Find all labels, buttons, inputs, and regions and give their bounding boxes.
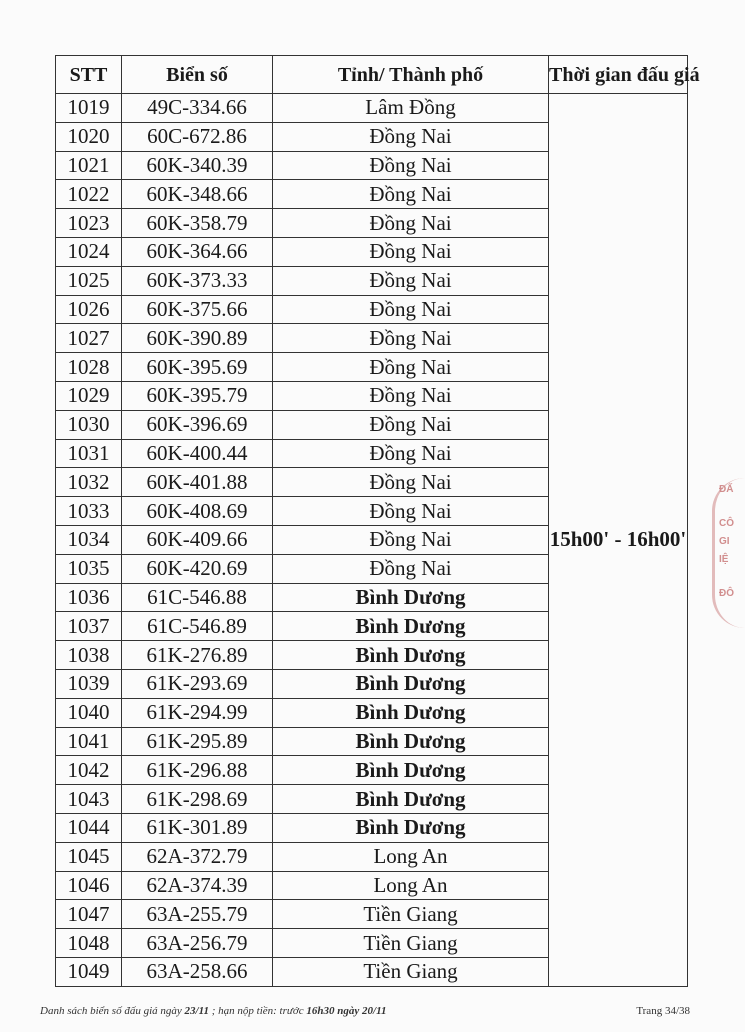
cell-province: Long An	[273, 842, 549, 871]
stamp-fragment: CÔ	[719, 518, 734, 529]
cell-stt: 1040	[56, 698, 122, 727]
page-footer	[40, 1005, 690, 1017]
cell-stt: 1023	[56, 209, 122, 238]
cell-plate: 60K-396.69	[122, 410, 273, 439]
cell-stt: 1025	[56, 266, 122, 295]
cell-province: Bình Dương	[273, 785, 549, 814]
cell-stt: 1022	[56, 180, 122, 209]
footer-date: 23/11	[184, 1005, 209, 1017]
cell-province: Long An	[273, 871, 549, 900]
footer-middle: ; hạn nộp tiền: trước	[208, 1005, 307, 1017]
cell-province: Bình Dương	[273, 756, 549, 785]
cell-auction-time: 15h00' - 16h00'	[549, 94, 688, 987]
cell-stt: 1039	[56, 669, 122, 698]
stamp-fragment: IỆ	[719, 554, 729, 565]
cell-stt: 1033	[56, 497, 122, 526]
cell-province: Lâm Đồng	[273, 94, 549, 123]
stamp-fragment: ĐÔ	[719, 588, 734, 599]
cell-plate: 61K-295.89	[122, 727, 273, 756]
cell-province: Bình Dương	[273, 641, 549, 670]
cell-province: Đồng Nai	[273, 151, 549, 180]
cell-stt: 1043	[56, 785, 122, 814]
cell-plate: 62A-374.39	[122, 871, 273, 900]
cell-plate: 60K-395.69	[122, 353, 273, 382]
cell-province: Đồng Nai	[273, 439, 549, 468]
plate-auction-table	[55, 55, 700, 987]
cell-stt: 1032	[56, 468, 122, 497]
cell-stt: 1047	[56, 900, 122, 929]
cell-plate: 63A-255.79	[122, 900, 273, 929]
cell-plate: 49C-334.66	[122, 94, 273, 123]
cell-stt: 1030	[56, 410, 122, 439]
cell-province: Đồng Nai	[273, 468, 549, 497]
cell-province: Tiền Giang	[273, 957, 549, 986]
cell-plate: 61K-276.89	[122, 641, 273, 670]
cell-province: Bình Dương	[273, 669, 549, 698]
cell-province: Tiền Giang	[273, 929, 549, 958]
cell-plate: 61K-298.69	[122, 785, 273, 814]
cell-province: Bình Dương	[273, 612, 549, 641]
cell-stt: 1034	[56, 525, 122, 554]
cell-stt: 1044	[56, 813, 122, 842]
stamp-fragment: GI	[719, 536, 730, 547]
cell-stt: 1029	[56, 381, 122, 410]
cell-stt: 1038	[56, 641, 122, 670]
cell-stt: 1041	[56, 727, 122, 756]
cell-province: Bình Dương	[273, 813, 549, 842]
cell-stt: 1046	[56, 871, 122, 900]
cell-plate: 60K-401.88	[122, 468, 273, 497]
cell-plate: 60K-395.79	[122, 381, 273, 410]
cell-province: Đồng Nai	[273, 324, 549, 353]
cell-plate: 60K-420.69	[122, 554, 273, 583]
cell-province: Đồng Nai	[273, 381, 549, 410]
cell-stt: 1027	[56, 324, 122, 353]
cell-stt: 1042	[56, 756, 122, 785]
cell-stt: 1037	[56, 612, 122, 641]
cell-plate: 60K-375.66	[122, 295, 273, 324]
cell-plate: 61C-546.89	[122, 612, 273, 641]
footer-deadline: 16h30 ngày 20/11	[306, 1005, 387, 1017]
cell-plate: 60K-358.79	[122, 209, 273, 238]
cell-stt: 1031	[56, 439, 122, 468]
cell-province: Đồng Nai	[273, 410, 549, 439]
cell-province: Bình Dương	[273, 727, 549, 756]
cell-stt: 1049	[56, 957, 122, 986]
cell-stt: 1024	[56, 237, 122, 266]
cell-plate: 60K-373.33	[122, 266, 273, 295]
cell-plate: 60K-348.66	[122, 180, 273, 209]
table-header-row	[56, 56, 688, 94]
cell-plate: 61K-296.88	[122, 756, 273, 785]
cell-province: Tiền Giang	[273, 900, 549, 929]
cell-stt: 1026	[56, 295, 122, 324]
cell-plate: 61K-293.69	[122, 669, 273, 698]
header-plate: Biển số	[122, 56, 273, 94]
table-body	[56, 94, 688, 987]
cell-plate: 60K-390.89	[122, 324, 273, 353]
cell-province: Đồng Nai	[273, 525, 549, 554]
cell-stt: 1028	[56, 353, 122, 382]
cell-plate: 62A-372.79	[122, 842, 273, 871]
cell-province: Bình Dương	[273, 698, 549, 727]
cell-plate: 61K-301.89	[122, 813, 273, 842]
cell-stt: 1045	[56, 842, 122, 871]
cell-stt: 1048	[56, 929, 122, 958]
header-auction-time: Thời gian đấu giá	[549, 56, 688, 94]
cell-stt: 1036	[56, 583, 122, 612]
table-row	[56, 94, 688, 123]
cell-province: Đồng Nai	[273, 353, 549, 382]
red-seal-stamp	[712, 478, 745, 628]
cell-plate: 63A-256.79	[122, 929, 273, 958]
footer-prefix: Danh sách biển số đấu giá ngày	[40, 1005, 185, 1017]
cell-province: Đồng Nai	[273, 554, 549, 583]
cell-plate: 60K-409.66	[122, 525, 273, 554]
cell-stt: 1020	[56, 122, 122, 151]
cell-stt: 1019	[56, 94, 122, 123]
cell-plate: 60K-340.39	[122, 151, 273, 180]
header-province: Tỉnh/ Thành phố	[273, 56, 549, 94]
cell-province: Đồng Nai	[273, 266, 549, 295]
cell-stt: 1021	[56, 151, 122, 180]
header-stt: STT	[56, 56, 122, 94]
page-number: Trang 34/38	[636, 1005, 690, 1017]
cell-plate: 61K-294.99	[122, 698, 273, 727]
cell-plate: 61C-546.88	[122, 583, 273, 612]
cell-province: Đồng Nai	[273, 295, 549, 324]
cell-plate: 60K-400.44	[122, 439, 273, 468]
cell-province: Đồng Nai	[273, 180, 549, 209]
cell-plate: 63A-258.66	[122, 957, 273, 986]
cell-province: Đồng Nai	[273, 122, 549, 151]
cell-province: Đồng Nai	[273, 209, 549, 238]
cell-plate: 60K-364.66	[122, 237, 273, 266]
cell-province: Đồng Nai	[273, 237, 549, 266]
cell-province: Bình Dương	[273, 583, 549, 612]
cell-plate: 60K-408.69	[122, 497, 273, 526]
cell-province: Đồng Nai	[273, 497, 549, 526]
stamp-fragment: ĐẤ	[719, 484, 734, 495]
cell-stt: 1035	[56, 554, 122, 583]
cell-plate: 60C-672.86	[122, 122, 273, 151]
